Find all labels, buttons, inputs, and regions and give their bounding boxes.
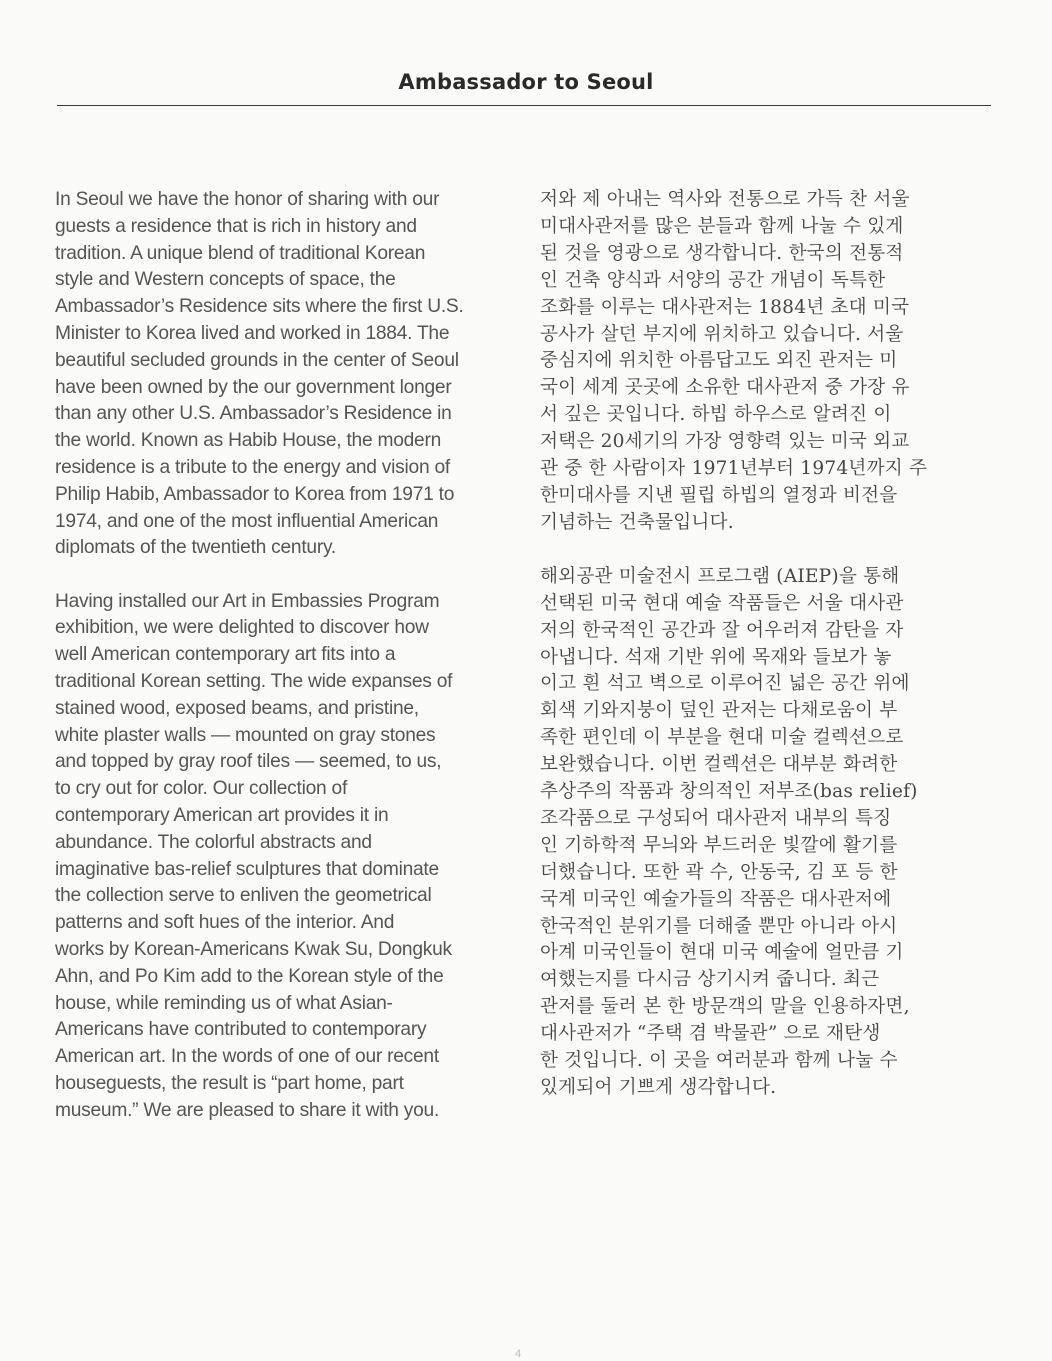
text-line: have been owned by the our government longer xyxy=(55,376,452,398)
text-line: 더했습니다. 또한 곽 수, 안동국, 김 포 등 한 xyxy=(540,861,898,883)
text-line: the collection serve to enliven the geometrical xyxy=(55,885,432,907)
text-line: 인 건축 양식과 서양의 공간 개념이 독특한 xyxy=(540,269,886,291)
text-line: beautiful secluded grounds in the center of Seoul xyxy=(55,349,459,371)
text-line: the world. Known as Habib House, the modern xyxy=(55,430,442,452)
text-line: patterns and soft hues of the interior. And xyxy=(55,912,395,934)
text-line: 해외공관 미술전시 프로그램 (AIEP)을 통해 xyxy=(540,565,900,587)
text-line: 1974, and one of the most influential American xyxy=(55,510,439,532)
text-line: 저택은 20세기의 가장 영향력 있는 미국 외교 xyxy=(540,431,910,453)
text-line: 저의 한국적인 공간과 잘 어우러져 감탄을 자 xyxy=(540,619,904,641)
text-line: 된 것을 영광으로 생각합니다. 한국의 전통적 xyxy=(540,242,904,264)
text-line: residence is a tribute to the energy and vision of xyxy=(55,456,450,478)
text-line: 한미대사를 지낸 필립 하빕의 열정과 비전을 xyxy=(540,484,898,506)
text-line: Ahn, and Po Kim add to the Korean style of the xyxy=(55,965,444,987)
text-line: 중심지에 위치한 아름답고도 외진 관저는 미 xyxy=(540,350,898,372)
text-line: stained wood, exposed beams, and pristine, xyxy=(55,697,419,719)
english-paragraph xyxy=(55,589,503,1125)
text-line: works by Korean-Americans Kwak Su, Dongkuk xyxy=(55,939,452,961)
text-line: house, while reminding us of what Asian- xyxy=(55,992,393,1014)
text-line: than any other U.S. Ambassador’s Residence in xyxy=(55,403,452,425)
text-line: guests a residence that is rich in history and xyxy=(55,215,417,237)
text-line: to cry out for color. Our collection of xyxy=(55,778,348,800)
text-line: 이고 흰 석고 벽으로 이루어진 넓은 공간 위에 xyxy=(540,673,910,695)
text-line: and topped by gray roof tiles — seemed, to us, xyxy=(55,751,442,773)
text-line: American art. In the words of one of our recent xyxy=(55,1046,439,1068)
page-title: Ambassador to Seoul xyxy=(398,70,654,94)
text-line: 선택된 미국 현대 예술 작품들은 서울 대사관 xyxy=(540,592,904,614)
text-line: traditional Korean setting. The wide expanses of xyxy=(55,671,453,693)
text-line: 조각품으로 구성되어 대사관저 내부의 특징 xyxy=(540,807,892,829)
text-line: Having installed our Art in Embassies Program xyxy=(55,590,440,612)
text-line: 한국적인 분위기를 더해줄 뿐만 아니라 아시 xyxy=(540,915,898,937)
text-line: 한 것입니다. 이 곳을 여러분과 함께 나눌 수 xyxy=(540,1050,898,1072)
korean-paragraph xyxy=(540,564,992,1102)
text-line: abundance. The colorful abstracts and xyxy=(55,831,372,853)
text-line: contemporary American art provides it in xyxy=(55,805,389,827)
text-line: Americans have contributed to contemporary xyxy=(55,1019,427,1041)
text-line: 공사가 살던 부지에 위치하고 있습니다. 서울 xyxy=(540,323,904,345)
text-line: Ambassador’s Residence sits where the first U.S. xyxy=(55,296,464,318)
text-line: 관 중 한 사람이자 1971년부터 1974년까지 주 xyxy=(540,458,928,480)
text-line: 관저를 둘러 본 한 방문객의 말을 인용하자면, xyxy=(540,996,910,1018)
text-line: 아냅니다. 석재 기반 위에 목재와 들보가 놓 xyxy=(540,646,892,668)
text-line: Minister to Korea lived and worked in 1884. The xyxy=(55,322,450,344)
text-line: exhibition, we were delighted to discover how xyxy=(55,617,429,639)
text-line: 서 깊은 곳입니다. 하빕 하우스로 알려진 이 xyxy=(540,404,892,426)
text-line: Philip Habib, Ambassador to Korea from 1971 to xyxy=(55,483,455,505)
text-line: style and Western concepts of space, the xyxy=(55,269,396,291)
text-line: white plaster walls — mounted on gray stones xyxy=(55,724,436,746)
text-line: 아계 미국인들이 현대 미국 예술에 얼만큼 기 xyxy=(540,942,904,964)
header-divider xyxy=(57,105,991,106)
text-line: 조화를 이루는 대사관저는 1884년 초대 미국 xyxy=(540,296,910,318)
text-line: 인 기하학적 무늬와 부드러운 빛깔에 활기를 xyxy=(540,834,898,856)
text-line: diplomats of the twentieth century. xyxy=(55,537,336,559)
korean-column xyxy=(540,187,992,1102)
text-line: 대사관저가 “주택 겸 박물관” 으로 재탄생 xyxy=(540,1023,881,1045)
text-line: 국계 미국인 예술가들의 작품은 대사관저에 xyxy=(540,888,892,910)
page-number: 4 xyxy=(515,1348,522,1360)
text-line: 보완했습니다. 이번 컬렉션은 대부분 화려한 xyxy=(540,754,898,776)
text-line: 회색 기와지붕이 덮인 관저는 다채로움이 부 xyxy=(540,700,898,722)
text-line: 저와 제 아내는 역사와 전통으로 가득 찬 서울 xyxy=(540,189,910,210)
text-line: 기념하는 건축물입니다. xyxy=(540,511,734,533)
text-line: In Seoul we have the honor of sharing with our xyxy=(55,189,440,210)
korean-paragraph xyxy=(540,187,992,537)
text-line: houseguests, the result is “part home, part xyxy=(55,1073,404,1094)
text-line: well American contemporary art fits into a xyxy=(55,644,396,666)
text-line: 여했는지를 다시금 상기시켜 줍니다. 최근 xyxy=(540,969,880,991)
text-line: 있게되어 기쁘게 생각합니다. xyxy=(540,1077,777,1098)
text-line: tradition. A unique blend of traditional Korean xyxy=(55,242,426,264)
english-paragraph xyxy=(55,187,503,562)
text-line: 미대사관저를 많은 분들과 함께 나눌 수 있게 xyxy=(540,215,904,237)
text-line: 추상주의 작품과 창의적인 저부조(bas relief) xyxy=(540,781,918,803)
text-line: museum.” We are pleased to share it with you. xyxy=(55,1099,440,1121)
text-line: imaginative bas-relief sculptures that dominate xyxy=(55,858,439,880)
text-line: 국이 세계 곳곳에 소유한 대사관저 중 가장 유 xyxy=(540,377,910,399)
text-line: 족한 편인데 이 부분을 현대 미술 컬렉션으로 xyxy=(540,727,904,749)
english-column xyxy=(55,187,503,1125)
